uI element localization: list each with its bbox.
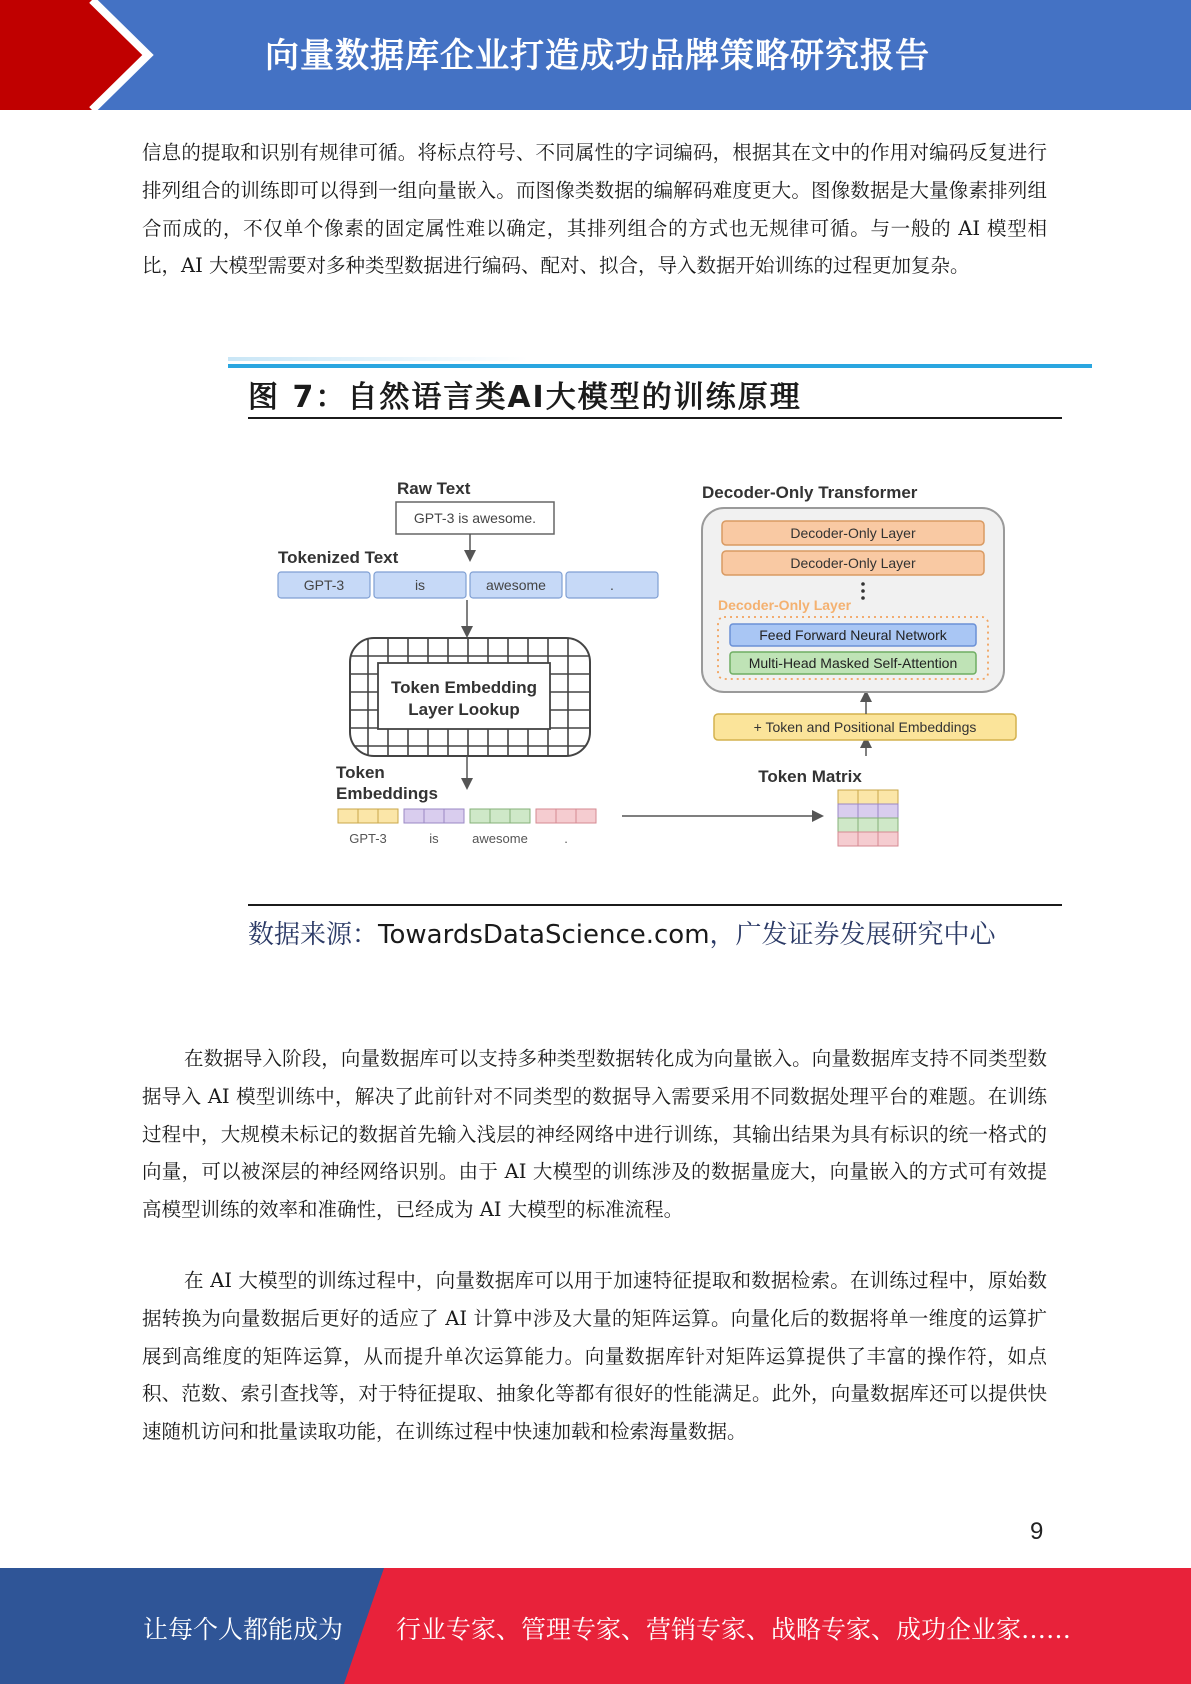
figure-title-rule	[248, 417, 1062, 419]
source-site: TowardsDataScience.com	[378, 920, 710, 950]
ellipsis-dots-icon	[861, 582, 865, 600]
decoder-layer-label: Decoder-Only Layer	[790, 555, 916, 571]
page-header	[0, 0, 1191, 110]
transformer-title: Decoder-Only Transformer	[702, 483, 918, 502]
lookup-label-line2: Layer Lookup	[408, 700, 520, 719]
attention-label: Multi-Head Masked Self-Attention	[748, 655, 958, 671]
source-separator: ，	[709, 920, 736, 950]
raw-text-label: Raw Text	[397, 479, 471, 498]
source-label: 数据来源：	[248, 920, 379, 950]
ffn-label: Feed Forward Neural Network	[759, 627, 947, 643]
token-text: .	[610, 577, 614, 593]
token-boxes	[278, 572, 658, 598]
decoder-layer-expanded-label: Decoder-Only Layer	[718, 597, 852, 613]
training-diagram	[270, 460, 1040, 860]
report-title: 向量数据库企业打造成功品牌策略研究报告	[265, 36, 930, 76]
paragraph-3: 在 AI 大模型的训练过程中，向量数据库可以用于加速特征提取和数据检索。在训练过程中，原始数据转换为向量数据后更好的适应了 AI 计算中涉及大量的矩阵运算。向量化后的数据将单一维度的运算扩展到高维度的矩阵运算，从而提升单次运算能力。向量数据库针对矩阵运算提供了丰富的操作符，如点积、范数、索引查找等，对于特征提取、抽象化等都有很好的性能满足。此外，向量数据库还可以提供快速随机访问和批量读取功能，在训练过程中快速加载和检索海量数据。	[142, 1269, 1047, 1444]
lookup-label-line1: Token Embedding	[390, 678, 538, 697]
embedding-word: is	[429, 831, 439, 846]
token-matrix-label: Token Matrix	[758, 767, 862, 786]
figure-top-line	[228, 364, 1092, 368]
figure-top-accent	[228, 357, 528, 361]
footer-slogan-left: 让每个人都能成为	[143, 1615, 344, 1644]
embeddings-label-line2: Embeddings	[336, 784, 439, 803]
page-footer	[0, 1568, 1191, 1684]
raw-text-value: GPT-3 is awesome.	[413, 510, 537, 526]
figure-title: 图 7：自然语言类AI大模型的训练原理	[248, 380, 802, 415]
footer-slogan-right: 行业专家、管理专家、营销专家、战略专家、成功企业家……	[396, 1615, 1072, 1644]
figure-bottom-rule	[248, 904, 1062, 906]
embedding-word: .	[564, 831, 568, 846]
header-chevron-icon	[0, 0, 160, 110]
token-text: awesome	[486, 577, 546, 593]
token-matrix-grid	[838, 790, 898, 846]
token-text: is	[414, 577, 426, 593]
decoder-layer-label: Decoder-Only Layer	[790, 525, 916, 541]
token-text: GPT-3	[303, 577, 345, 593]
embedding-vectors	[338, 809, 596, 823]
positional-embeddings-label: + Token and Positional Embeddings	[753, 719, 977, 735]
embeddings-label-line1: Token	[336, 763, 385, 782]
paragraph-1: 信息的提取和识别有规律可循。将标点符号、不同属性的字词编码，根据其在文中的作用对编码反复进行排列组合的训练即可以得到一组向量嵌入。而图像类数据的编解码难度更大。图像数据是大量像素排列组合而成的，不仅单个像素的固定属性难以确定，其排列组合的方式也无规律可循。与一般的 AI 模型相比，AI 大模型需要对多种类型数据进行编码、配对、拟合，导入数据开始训练的过程更加复杂。	[142, 141, 1047, 278]
source-org: 广发证券发展研究中心	[735, 920, 996, 950]
figure-source	[248, 914, 996, 951]
paragraph-2: 在数据导入阶段，向量数据库可以支持多种类型数据转化成为向量嵌入。向量数据库支持不同类型数据导入 AI 模型训练中，解决了此前针对不同类型的数据导入需要采用不同数据处理平台的难题。在训练过程中，大规模未标记的数据首先输入浅层的神经网络中进行训练，其输出结果为具有标识的统一格式的向量，可以被深层的神经网络识别。由于 AI 大模型的训练涉及的数据量庞大，向量嵌入的方式可有效提高模型训练的效率和准确性，已经成为 AI 大模型的标准流程。	[142, 1047, 1047, 1222]
embedding-word: awesome	[472, 831, 528, 846]
page-number: 9	[1030, 1518, 1044, 1545]
tokenized-label: Tokenized Text	[278, 548, 399, 567]
embedding-word: GPT-3	[349, 831, 387, 846]
